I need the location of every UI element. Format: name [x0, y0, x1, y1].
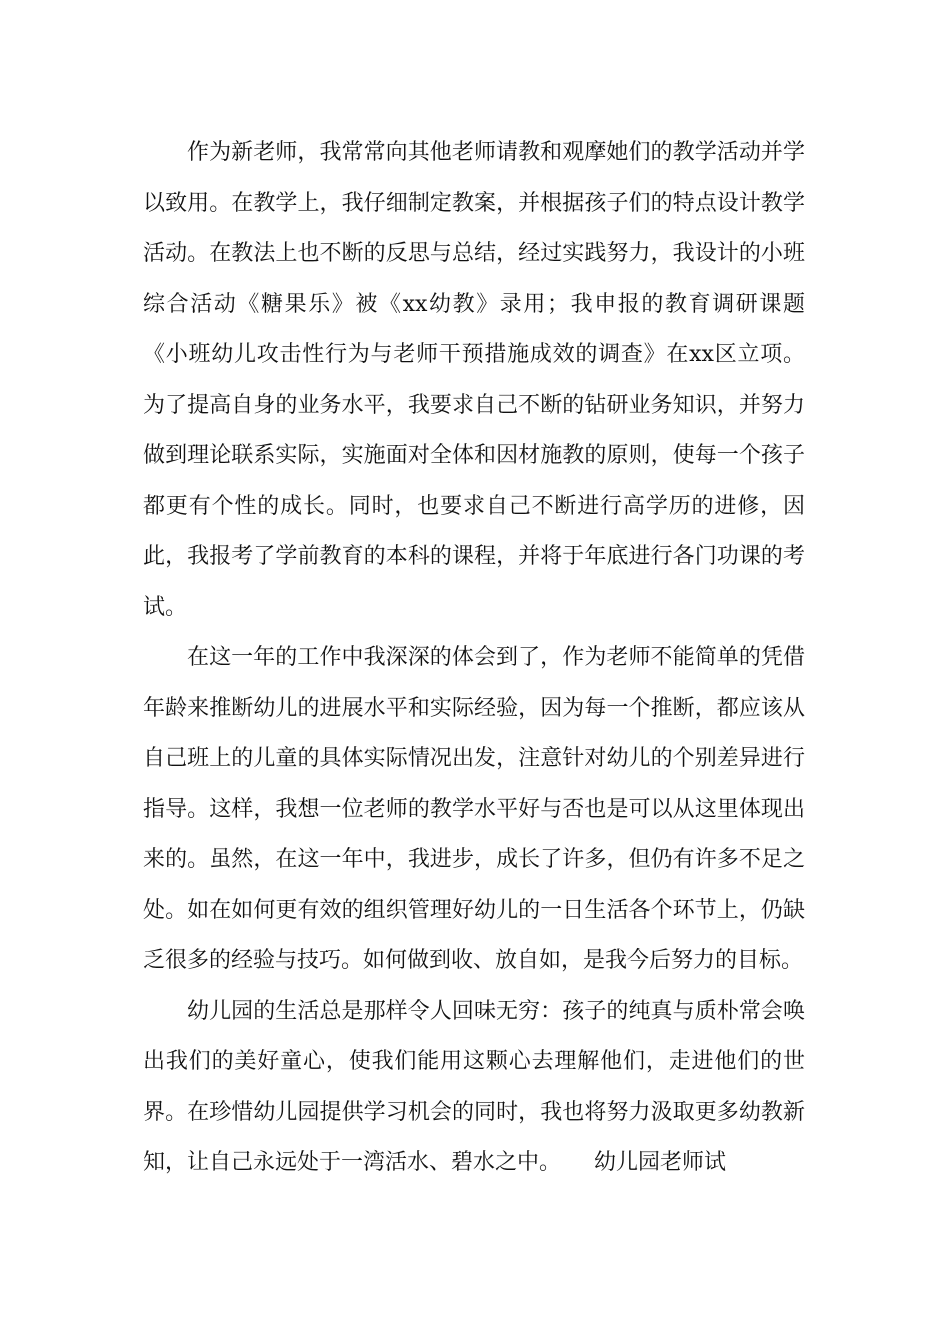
- paragraph-2: 在这一年的工作中我深深的体会到了，作为老师不能简单的凭借年龄来推断幼儿的进展水平和实际经验，因为每一个推断，都应该从自己班上的儿童的具体实际情况出发，注意针对幼儿的个别差异进行指导。这样，我想一位老师的教学水平好与否也是可以从这里体现出来的。虽然，在这一年中，我进步，成长了许多，但仍有许多不足之处。如在如何更有效的组织管理好幼儿的一日生活各个环节上，仍缺乏很多的经验与技巧。如何做到收、放自如，是我今后努力的目标。: [143, 645, 805, 973]
- paragraph-3: 幼儿园的生活总是那样令人回味无穷：孩子的纯真与质朴常会唤出我们的美好童心，使我们能用这颗心去理解他们，走进他们的世界。在珍惜幼儿园提供学习机会的同时，我也将努力汲取更多幼教新知，让自己永远处于一湾活水、碧水之中。 幼儿园老师试: [143, 998, 805, 1175]
- paragraph-1: 作为新老师，我常常向其他老师请教和观摩她们的教学活动并学以致用。在教学上，我仔细制定教案，并根据孩子们的特点设计教学活动。在教法上也不断的反思与总结，经过实践努力，我设计的小班综合活动《糖果乐》被《xx幼教》录用；我申报的教育调研课题《小班幼儿攻击性行为与老师干预措施成效的调查》在xx区立项。为了提高自身的业务水平，我要求自己不断的钻研业务知识，并努力做到理论联系实际，实施面对全体和因材施教的原则，使每一个孩子都更有个性的成长。同时，也要求自己不断进行高学历的进修，因此，我报考了学前教育的本科的课程，并将于年底进行各门功课的考试。: [143, 140, 805, 620]
- document-body: [143, 128, 805, 1189]
